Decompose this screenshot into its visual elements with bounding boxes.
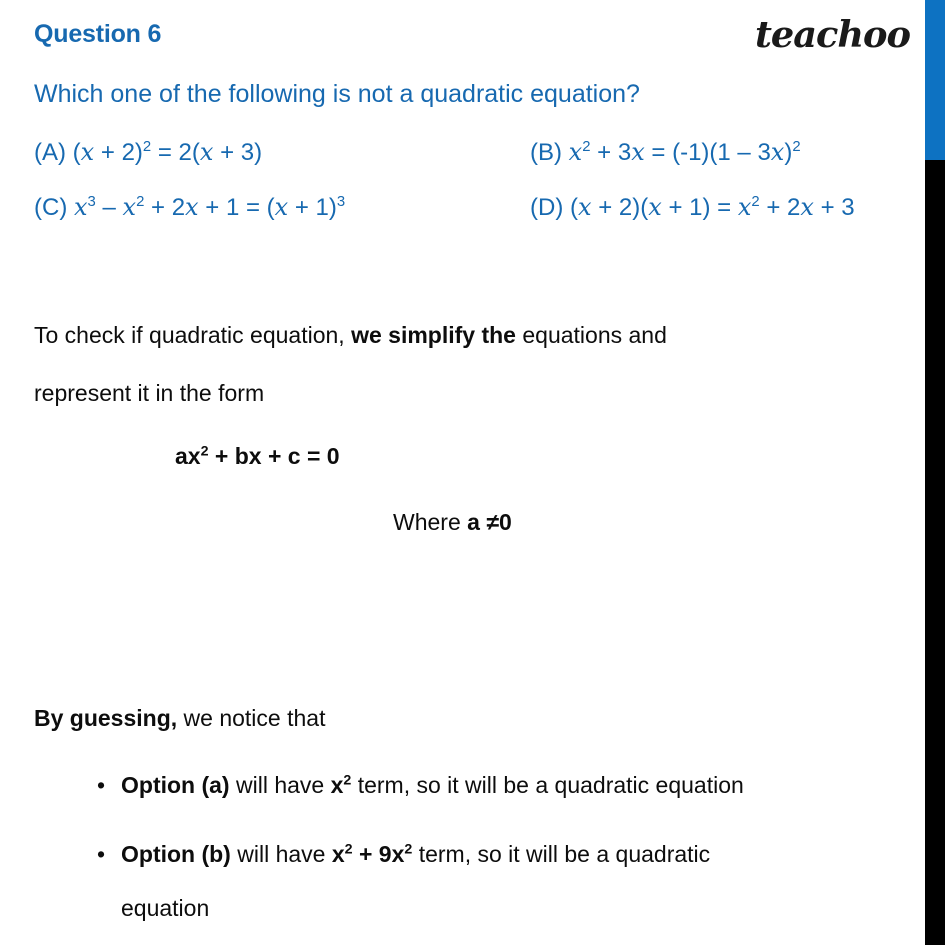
check-line-bold: we simplify the xyxy=(351,322,516,348)
question-number-heading: Question 6 xyxy=(34,20,162,48)
bullet-b-tail: term, so it will be a quadratic xyxy=(412,841,711,867)
bullet-a-term-base: x xyxy=(330,772,344,798)
condition-pre: Where xyxy=(393,509,468,535)
check-line-post: equations and xyxy=(515,322,667,348)
option-a xyxy=(34,138,262,167)
bullet-a-term-exponent: 2 xyxy=(343,772,352,789)
option-d xyxy=(530,193,855,222)
option-b xyxy=(530,138,801,167)
bullet-icon: • xyxy=(97,841,106,867)
bullet-b-term-base: x xyxy=(331,841,345,867)
check-line-pre: To check if quadratic equation, xyxy=(34,322,352,348)
formula-post: + bx + c = 0 xyxy=(208,443,340,469)
solution-represent-line: represent it in the form xyxy=(34,380,265,406)
option-a-expression: $(x + 2)^2 = 2(x + 3)$ xyxy=(72,138,263,166)
option-c-expression: $x^3 - x^2 + 2x + 1 = (x + 1)^3$ xyxy=(74,193,346,221)
edge-accent-black xyxy=(925,160,945,945)
option-b-expression: $x^2 + 3x = (-1)(1 - 3x)^2$ xyxy=(568,138,801,166)
bullet-a-mid: will have xyxy=(229,772,331,798)
condition-bold: a ≠0 xyxy=(467,509,512,535)
list-item xyxy=(97,772,744,799)
option-c xyxy=(34,193,345,222)
guessing-intro xyxy=(34,705,325,732)
guessing-intro-bold: By guessing, xyxy=(34,705,178,731)
list-item xyxy=(97,841,710,868)
bullet-icon: • xyxy=(97,772,106,798)
solution-check-line xyxy=(34,322,667,349)
bullet-b-lead: Option (b) xyxy=(121,841,231,867)
option-c-label: (C) xyxy=(34,194,68,221)
bullet-a-tail: term, so it will be a quadratic equation xyxy=(351,772,744,798)
question-prompt: Which one of the following is not a quadratic equation? xyxy=(34,80,640,108)
bullet-b-mid: will have xyxy=(230,841,332,867)
edge-accent-blue xyxy=(925,0,945,160)
bullet-b-term-extra-exponent: 2 xyxy=(404,841,413,858)
bullet-b-term-extra-base: + 9x xyxy=(352,841,405,867)
guessing-intro-rest: we notice that xyxy=(177,705,326,731)
bullet-b-term-exponent: 2 xyxy=(344,841,353,858)
option-d-label: (D) xyxy=(530,194,564,221)
option-a-label: (A) xyxy=(34,139,66,166)
formula-condition xyxy=(393,509,512,536)
formula-pre: ax xyxy=(175,443,201,469)
bullet-a-lead: Option (a) xyxy=(121,772,230,798)
formula-exponent: 2 xyxy=(200,443,209,460)
option-d-expression: $(x + 2)(x + 1) = x^2 + 2x + 3$ xyxy=(570,193,855,221)
teachoo-logo: teachoo xyxy=(754,14,910,56)
option-b-label: (B) xyxy=(530,139,562,166)
bullet-b-continuation: equation xyxy=(121,895,210,921)
standard-form-formula xyxy=(175,443,340,470)
